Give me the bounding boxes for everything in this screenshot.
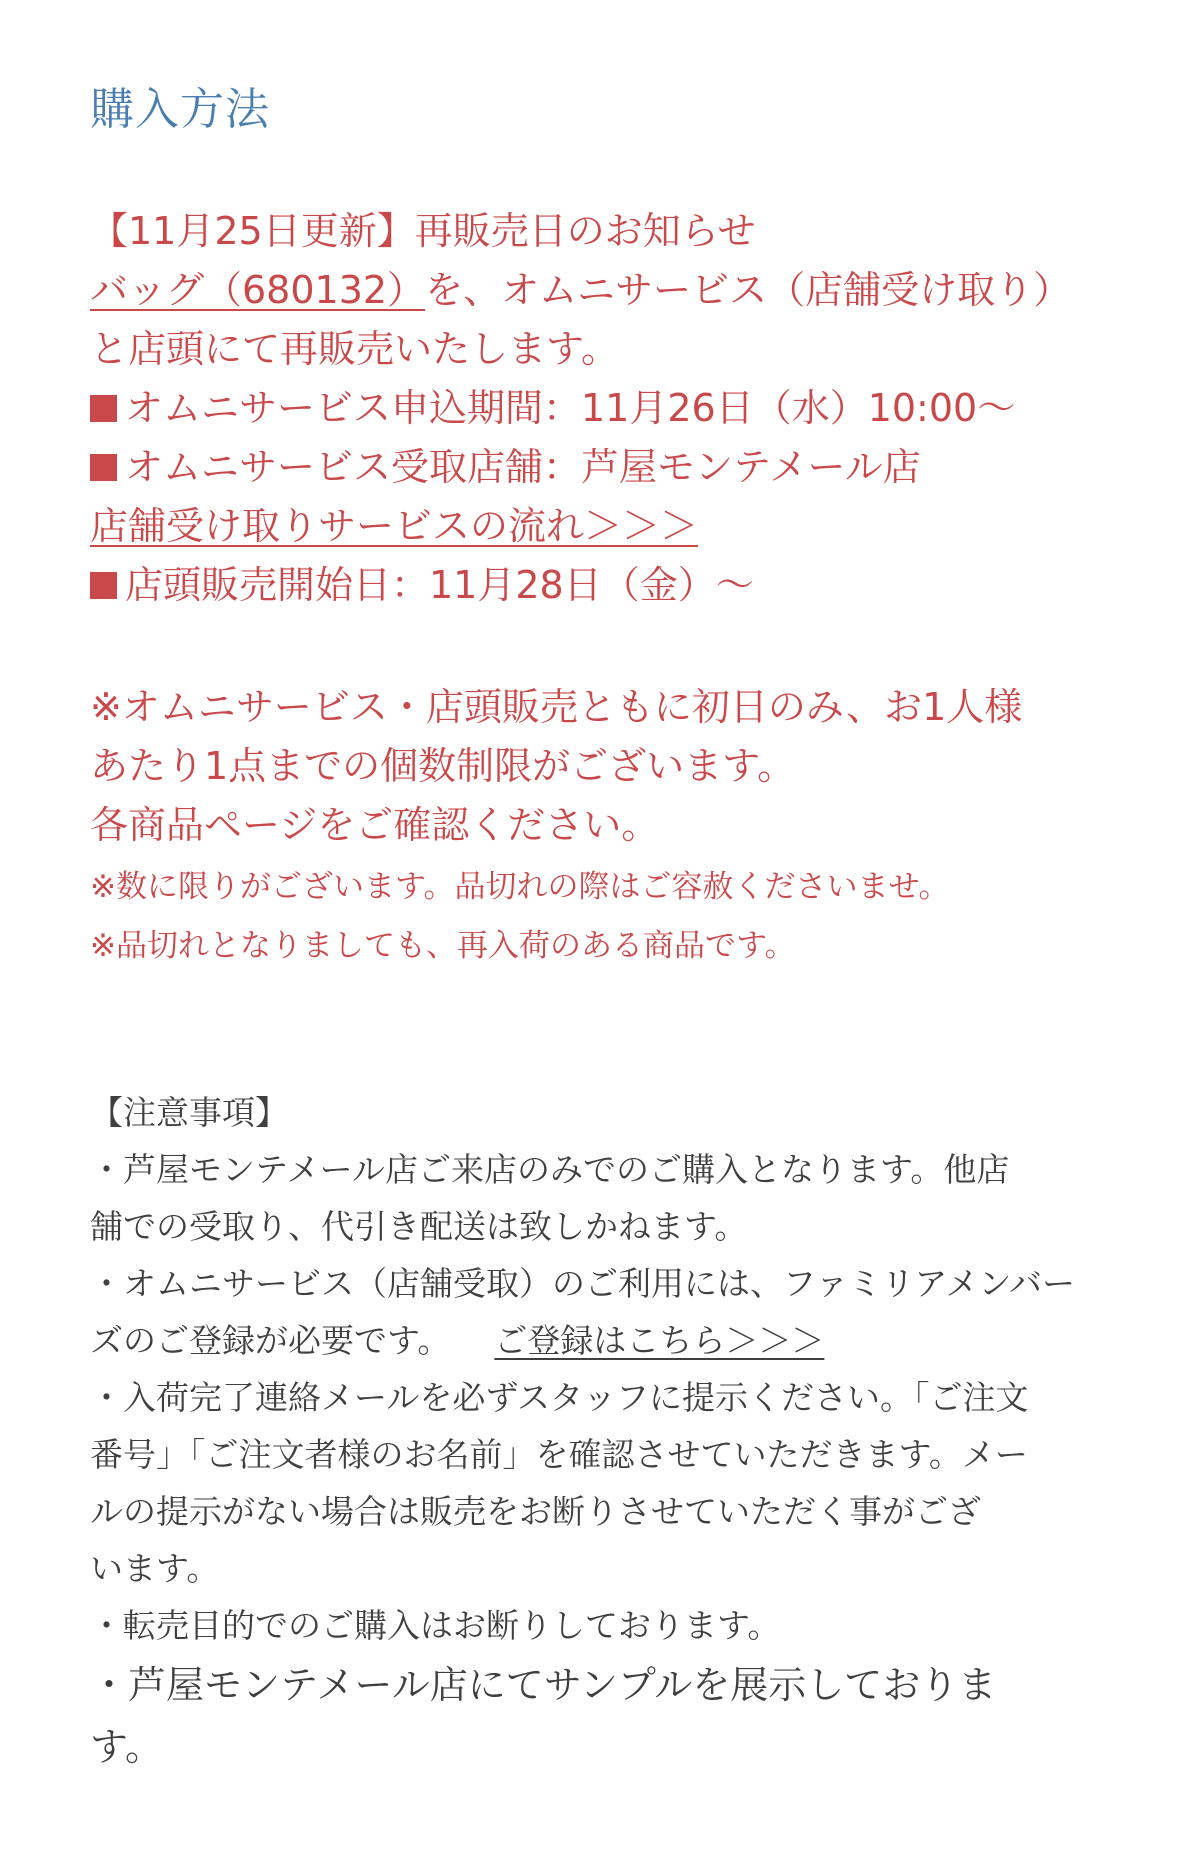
square-bullet-icon: [90, 395, 117, 422]
stock-warning-1: ※数に限りがございます。品切れの際はご容赦くださいませ。: [90, 869, 950, 905]
flow-link-line: [90, 497, 1090, 556]
square-bullet-icon: [90, 454, 117, 481]
omni-period-text: オムニサービス申込期間：11月26日（水）10:00～: [125, 386, 1016, 430]
note-5a: ・芦屋モンテメール店にてサンプルを展示しておりま: [90, 1663, 997, 1707]
warning-line-2: あたり1点までの個数制限がございます。: [90, 744, 796, 788]
warning-line-3: 各商品ページをご確認ください。: [90, 803, 660, 847]
notice-product-tail: を、オムニサービス（店舗受け取り）: [425, 268, 1072, 312]
note-3d: います。: [90, 1549, 220, 1588]
store-sale-line: [90, 556, 1090, 615]
note-2a: ・オムニサービス（店舗受取）のご利用には、ファミリアメンバー: [90, 1264, 1076, 1303]
omni-store-line: [90, 438, 1090, 497]
note-3b: 番号」「ご注文者様のお名前」を確認させていただきます。メー: [90, 1435, 1028, 1474]
notice-headline: 【11月25日更新】再販売日のお知らせ: [90, 209, 756, 253]
note-5b: す。: [90, 1725, 163, 1769]
omni-period-line: [90, 379, 1090, 438]
warning-line-1: ※オムニサービス・店頭販売ともに初日のみ、お1人様: [90, 685, 1023, 729]
register-link[interactable]: ご登録はこちら＞＞＞: [494, 1321, 825, 1360]
omni-store-text: オムニサービス受取店舗：芦屋モンテメール店: [125, 445, 921, 489]
note-3a: ・入荷完了連絡メールを必ずスタッフに提示ください。「ご注文: [90, 1378, 1029, 1417]
stock-warning-2: ※品切れとなりましても、再入荷のある商品です。: [90, 928, 796, 964]
note-1a: ・芦屋モンテメール店ご来店のみでのご購入となります。他店: [90, 1150, 1010, 1189]
purchase-limit-warning: [90, 678, 1090, 855]
notice-product-line: [90, 261, 1090, 320]
note-3c: ルの提示がない場合は販売をお断りさせていただく事がござ: [90, 1492, 981, 1531]
product-link[interactable]: バッグ（680132）: [90, 268, 426, 312]
notes-section: [90, 1084, 1080, 1778]
resale-notice: [90, 202, 1090, 615]
note-1b: 舗での受取り、代引き配送は致しかねます。: [90, 1207, 748, 1246]
page-title: 購入方法: [90, 84, 270, 135]
note-4: ・転売目的でのご購入はお断りしております。: [90, 1606, 781, 1645]
square-bullet-icon: [90, 572, 117, 599]
store-sale-text: 店頭販売開始日：11月28日（金）～: [125, 563, 754, 607]
note-2b: ズのご登録が必要です。: [90, 1321, 451, 1360]
stock-warning: [90, 858, 1090, 976]
note-2b-line: [90, 1312, 1080, 1369]
notice-line-3: と店頭にて再販売いたします。: [90, 327, 619, 371]
store-pickup-flow-link[interactable]: 店舗受け取りサービスの流れ＞＞＞: [90, 504, 699, 548]
notes-heading: 【注意事項】: [90, 1093, 288, 1132]
